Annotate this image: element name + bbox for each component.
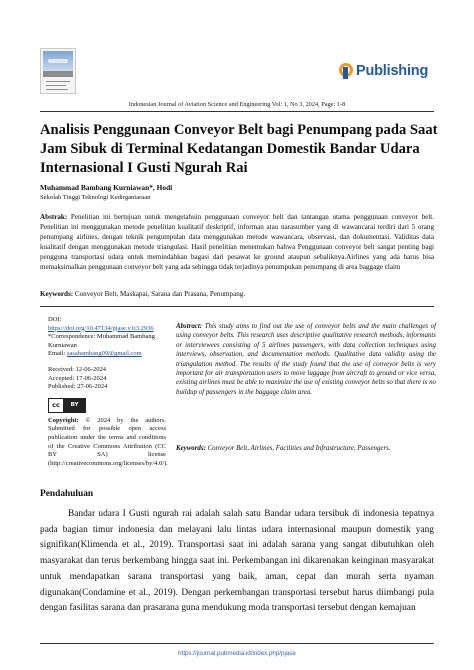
keywords-id-label: Keywords: xyxy=(40,290,74,298)
header-divider xyxy=(40,111,434,112)
doi-link[interactable]: https://doi.org/10.47134/pjase.v1i3.2936 xyxy=(48,324,154,332)
abstract-indonesian xyxy=(40,212,434,273)
keywords-indonesian xyxy=(40,290,245,298)
published-date: Published: 27-06-2024 xyxy=(48,383,108,391)
email-link[interactable]: sasabambang09@gmail.com xyxy=(66,350,142,358)
abstract-id-text: Penelitian ini bertujuan untuk mengetahuin penggunaan conveyor belt dan tantangan utama penggunaan conveyor belt. Penelitian ini menggunakan metode penelitian kualitatif deskriptif, informan atau narasumber yang di wawancarai terdiri dari 5 orang penumpang airlines, dengan teknik pengumpulan data menggunakan metode wawancara, observasi, dan dokumentasi. Validitas data kualitatif dengan menggunakan metode triangulasi. Hasil penelitian menemukan bahwa Penggunaan conveyor belt sangat penting bagi pengguna transportasi udara untuk memindahkan bagasi dari pesawat ke ground ataupun sebaliknya.Airlines yang ada harus bisa memaksimalkan penggunaan conveyor belt yang ada sehingga tidak terjadinya penumpukan penumpang di area baggage claim xyxy=(40,213,434,272)
introduction-paragraph: Bandar udara I Gusti ngurah rai adalah salah satu Bandar udara tersibuk di indonesia tepatnya pada bagian timur indonesia dan melayani lalu lintas udara internasional maupun domestik yang signifikan(Klimenda et al., 2019). Transportasi saat ini adalah sarana yang sangat dibutuhkan oleh masyarakat dan terus berkembang hingga saat ini. Perkembangan ini dikarenakan keinginan masyarakat untuk mendapatkan sarana transportasi yang baik, aman, cepat dan murah serta nyaman digunakan(Condamine et al., 2019). Dengan perkembangan transportasi tersebut harus diimbangi pula dengan fasilitas sarana dan prasarana guna mendukung moda transportasi tersebut dengan kemajuan xyxy=(40,509,434,614)
copyright-text: © 2024 by the authors. Submitted for possible open access publication under the terms and conditions of the Creative Commons Attribution (CC BY SA) license (http://creativecommons.org/licenses/by/4.0/). xyxy=(48,416,168,467)
cover-text-line xyxy=(46,81,70,82)
abstract-en-label: Abstract: xyxy=(176,323,203,330)
abstract-english xyxy=(176,322,436,397)
by-icon: BY xyxy=(64,399,85,412)
doi-label: DOI: xyxy=(48,316,62,323)
accepted-date: Accepted: 17-06-2024 xyxy=(48,374,107,382)
cc-license-badge[interactable] xyxy=(48,398,86,413)
cover-text-line xyxy=(46,89,68,90)
section-heading-introduction: Pendahuluan xyxy=(40,489,94,499)
cover-ground xyxy=(43,71,73,77)
abstract-id-label: Abstrak: xyxy=(40,213,68,221)
journal-cover-logo xyxy=(40,48,76,94)
article-info-sidebar xyxy=(48,316,166,468)
keywords-en-label: Keywords: xyxy=(176,445,206,452)
publisher-logo-icon xyxy=(339,63,353,79)
email-label: Email: xyxy=(48,350,66,358)
abstract-divider xyxy=(40,306,434,307)
keywords-en-text: Conveyor Belt, Airlines, Facilities and Infrastructure, Passengers. xyxy=(205,445,391,452)
cover-text-line xyxy=(46,85,66,86)
keywords-id-text: Conveyor Belt, Maskapai, Sarana dan Prasana, Penumpang. xyxy=(73,290,246,298)
abstract-en-text: This study aims to find out the use of conveyor belts and the main challenges of using conveyor belts. This research uses descriptive qualitative research methods, informants or interviewees consisting of 5 airlines passengers, with data collection techniques using interviews, observation, and documentation methods. Qualitative data validity using the triangulation method. The results of the study found that the use of conveyor belts is very important for air transportation users to move luggage from aircraft to ground or vice versa, existing airlines must be able to maximize the use of existing conveyor belts so that there is no buildup of passengers in the baggage claim area. xyxy=(176,323,436,396)
received-date: Received: 12-06-2024 xyxy=(48,365,106,373)
airplane-icon xyxy=(48,59,68,63)
author-list: Muhammad Bambang Kurniawan*, Hodi xyxy=(40,183,173,192)
publisher-logo xyxy=(339,63,428,79)
journal-info: Indonesian Journal of Aviation Science and Engineering Vol: 1, No 3, 2024, Page: 1-8 xyxy=(128,101,346,108)
correspondence: *Correspondence: Muhammad Bambang Kurniawan xyxy=(48,333,155,349)
affiliation: Sekolah Tinggi Teknologi Kedirgantaraan xyxy=(40,194,151,201)
copyright-label: Copyright: xyxy=(48,416,79,424)
footer-divider xyxy=(40,643,434,644)
keywords-english xyxy=(176,445,436,452)
footer-url[interactable]: https://journal.pubmedia.id/index.php/pjase xyxy=(178,650,296,657)
cc-icon: cc xyxy=(49,399,64,412)
copyright-notice xyxy=(48,417,166,469)
publisher-name: Publishing xyxy=(356,63,429,79)
article-title: Analisis Penggunaan Conveyor Belt bagi Penumpang pada Saat Jam Sibuk di Terminal Kedatangan Domestik Bandar Udara Internasional I Gusti Ngurah Rai xyxy=(40,122,438,176)
